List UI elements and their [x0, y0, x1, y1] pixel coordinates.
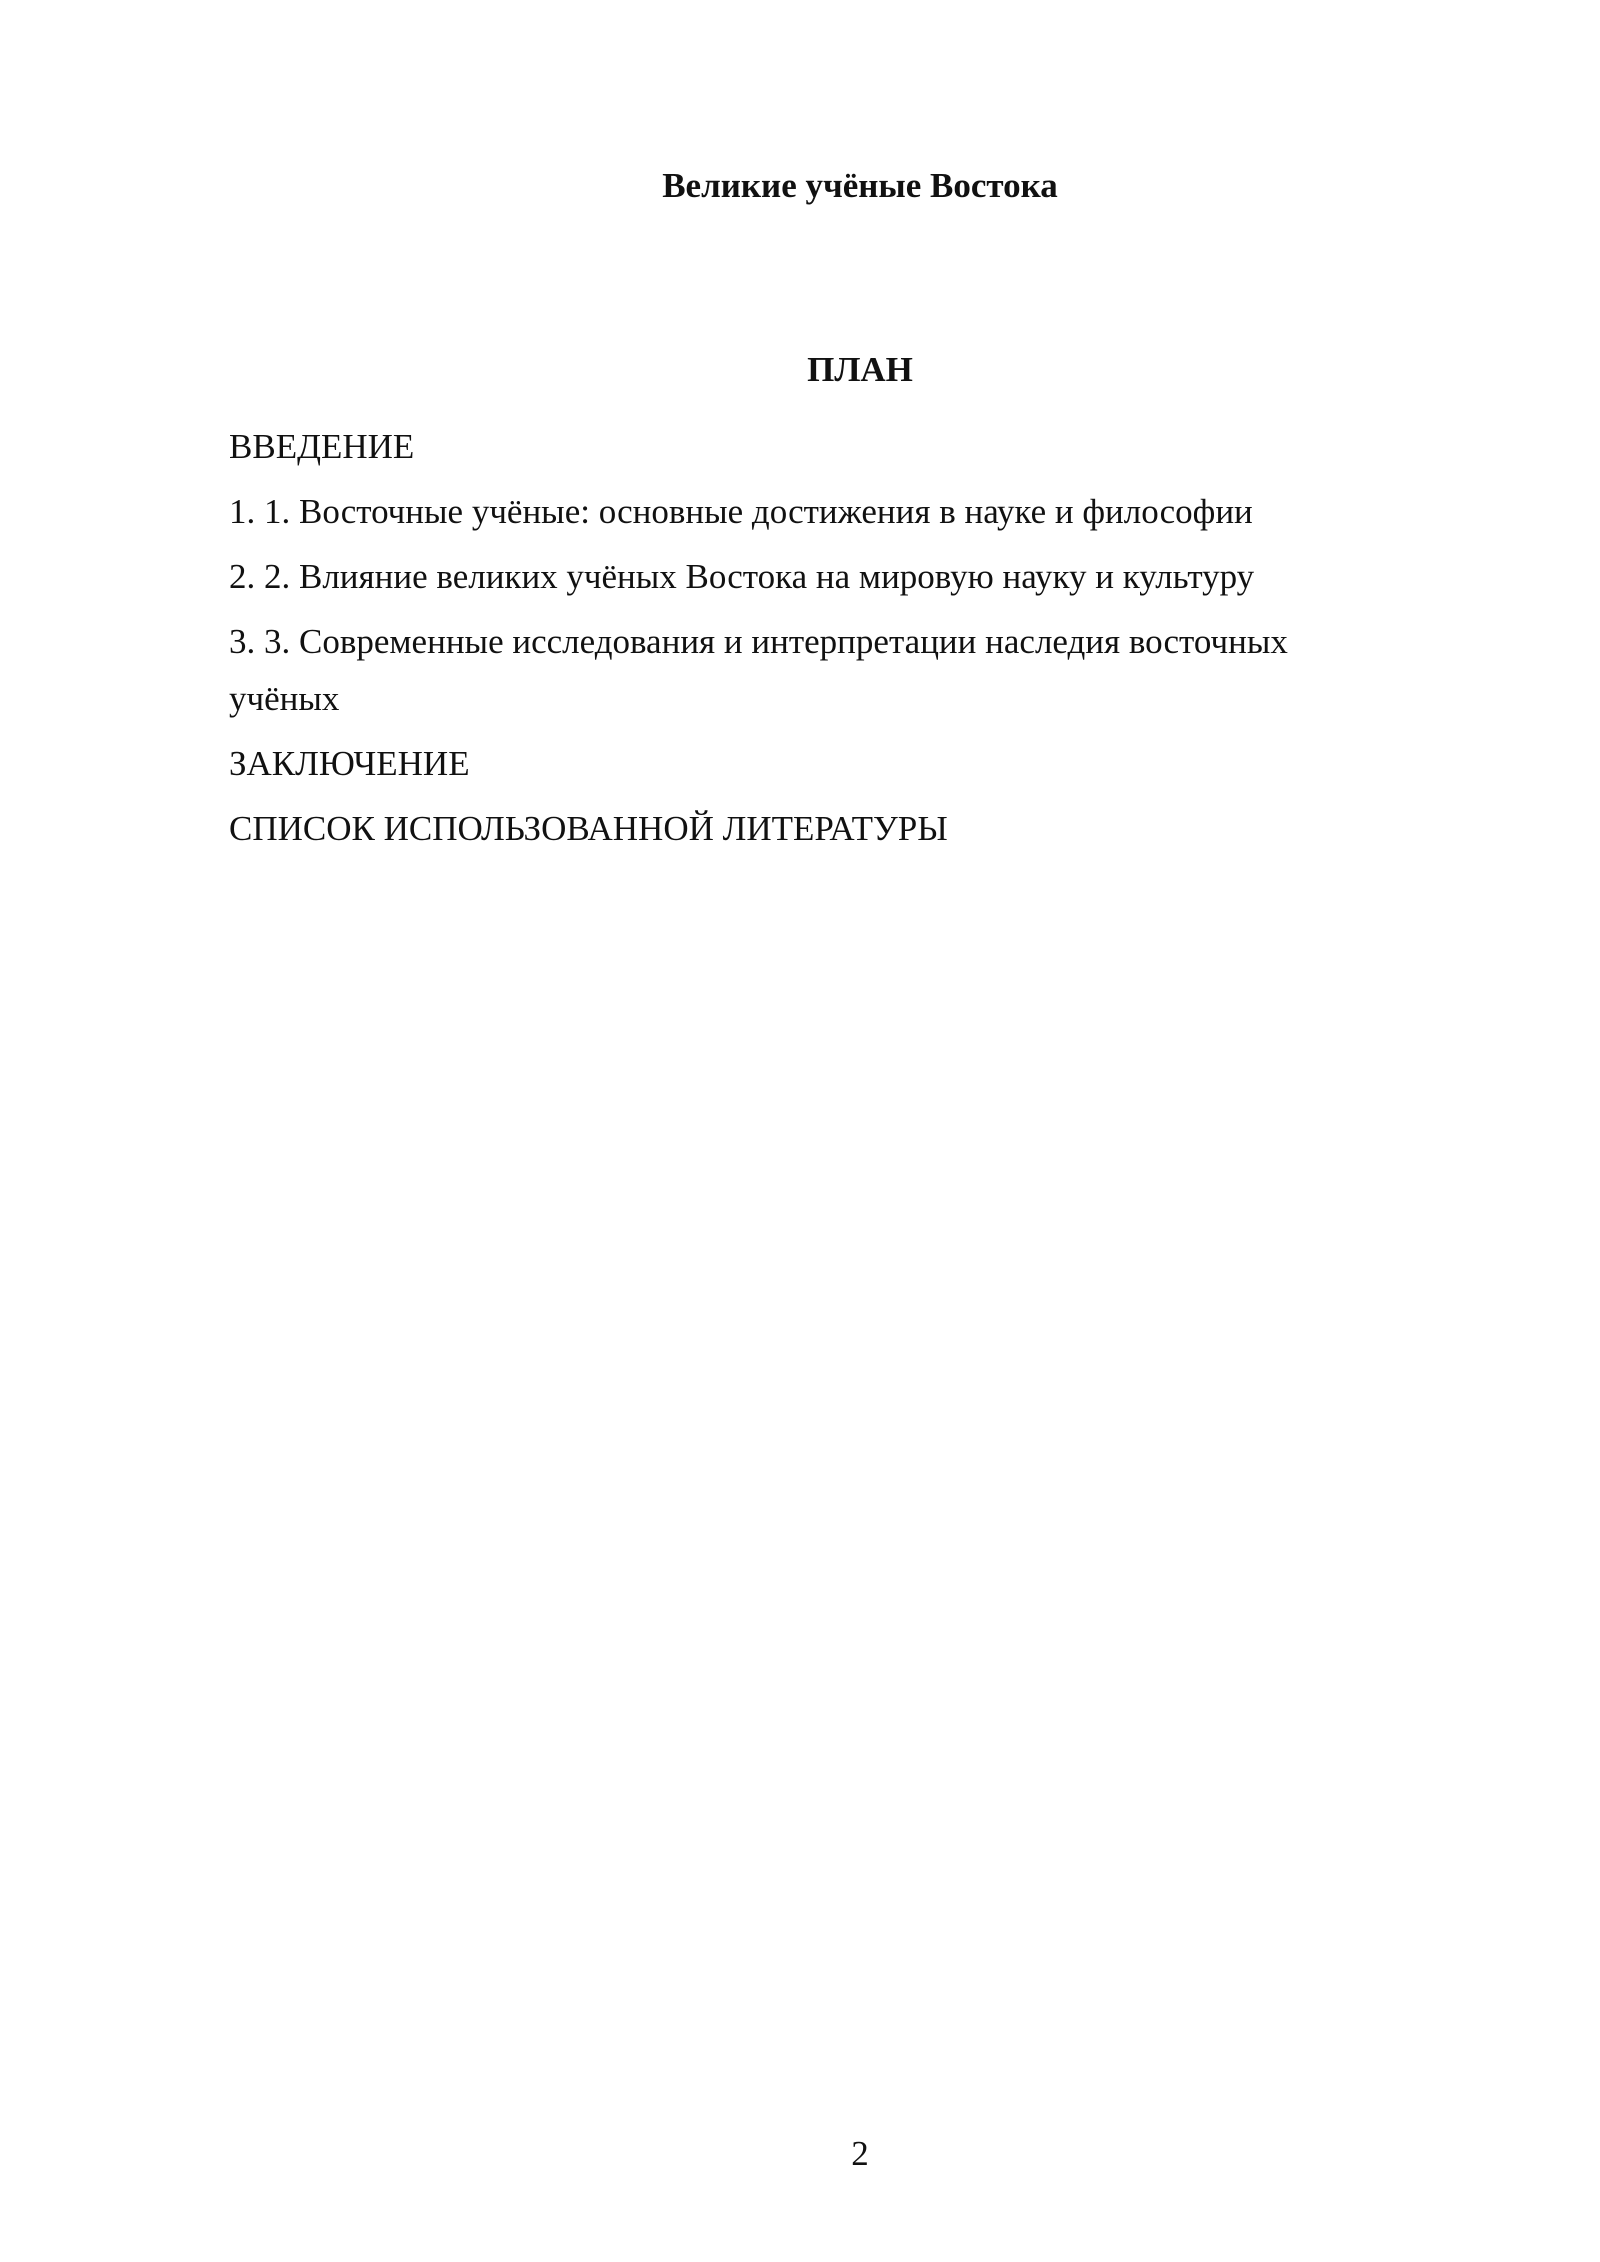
toc-item-conclusion: ЗАКЛЮЧЕНИЕ [229, 744, 470, 783]
plan-heading: ПЛАН [807, 350, 913, 389]
toc-item-chapter-1: 1. 1. Восточные учёные: основные достижения в науке и философии [229, 492, 1253, 531]
document-title: Великие учёные Востока [662, 166, 1058, 205]
toc-item-references: СПИСОК ИСПОЛЬЗОВАННОЙ ЛИТЕРАТУРЫ [229, 809, 948, 848]
page-number: 2 [851, 2134, 869, 2173]
toc-item-introduction: ВВЕДЕНИЕ [229, 427, 415, 466]
toc-item-chapter-3: 3. 3. Современные исследования и интерпретации наследия восточных учёных [229, 622, 1288, 718]
toc-item-chapter-2: 2. 2. Влияние великих учёных Востока на мировую науку и культуру [229, 557, 1255, 596]
table-of-contents [229, 418, 1389, 865]
